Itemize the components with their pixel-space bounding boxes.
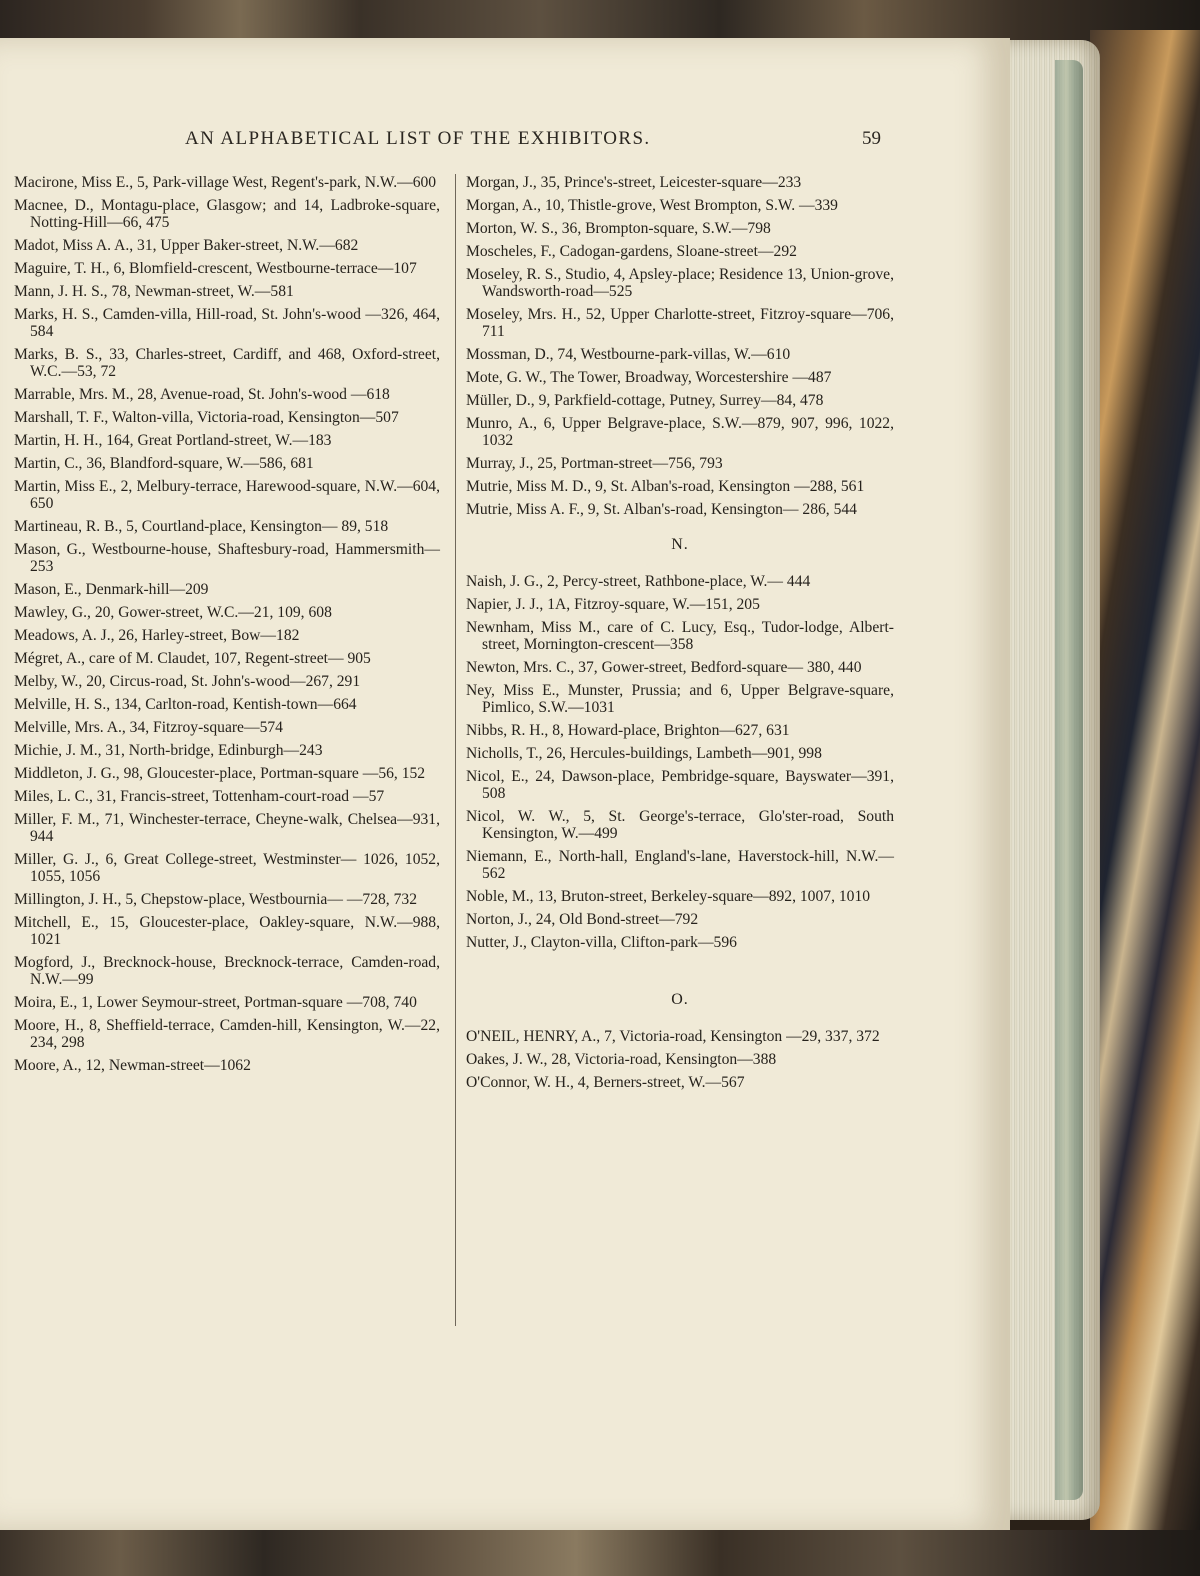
exhibitor-entry: Macnee, D., Montagu-place, Glasgow; and 14, Ladbroke-square, Notting-Hill—66, 475 xyxy=(14,197,440,231)
page-block-edges xyxy=(1000,40,1100,1520)
marbled-cover-board xyxy=(1090,30,1200,1540)
page-number: 59 xyxy=(862,128,881,149)
exhibitor-entry: Melville, Mrs. A., 34, Fitzroy-square—574 xyxy=(14,719,283,736)
exhibitor-entry: Mason, E., Denmark-hill—209 xyxy=(14,581,209,598)
exhibitor-entry: Müller, D., 9, Parkfield-cottage, Putney, Surrey—84, 478 xyxy=(466,392,824,409)
exhibitor-entry: Martin, H. H., 164, Great Portland-street, W.—183 xyxy=(14,432,332,449)
exhibitor-entry: Mason, G., Westbourne-house, Shaftesbury-road, Hammersmith—253 xyxy=(14,541,440,575)
exhibitor-entry: Oakes, J. W., 28, Victoria-road, Kensington—388 xyxy=(466,1051,777,1068)
exhibitor-entry: Martin, C., 36, Blandford-square, W.—586, 681 xyxy=(14,455,314,472)
exhibitor-entry: Mutrie, Miss A. F., 9, St. Alban's-road, Kensington— 286, 544 xyxy=(466,501,857,518)
exhibitor-entry: Nicol, E., 24, Dawson-place, Pembridge-square, Bayswater—391, 508 xyxy=(466,768,894,802)
left-column xyxy=(14,174,440,1080)
exhibitor-entry: Melby, W., 20, Circus-road, St. John's-wood—267, 291 xyxy=(14,673,361,690)
exhibitor-entry: Mutrie, Miss M. D., 9, St. Alban's-road, Kensington —288, 561 xyxy=(466,478,865,495)
exhibitor-entry: Marshall, T. F., Walton-villa, Victoria-road, Kensington—507 xyxy=(14,409,399,426)
exhibitor-entry: Napier, J. J., 1A, Fitzroy-square, W.—151, 205 xyxy=(466,596,760,613)
exhibitor-entry: Morgan, A., 10, Thistle-grove, West Brompton, S.W. —339 xyxy=(466,197,838,214)
exhibitor-entry: Morton, W. S., 36, Brompton-square, S.W.—798 xyxy=(466,220,771,237)
exhibitor-entry: Moseley, Mrs. H., 52, Upper Charlotte-street, Fitzroy-square—706, 711 xyxy=(466,306,894,340)
running-head: AN ALPHABETICAL LIST OF THE EXHIBITORS. xyxy=(185,128,651,149)
exhibitor-entry: Naish, J. G., 2, Percy-street, Rathbone-place, W.— 444 xyxy=(466,573,811,590)
entries-n xyxy=(466,573,894,951)
exhibitor-entry: Marks, H. S., Camden-villa, Hill-road, St. John's-wood —326, 464, 584 xyxy=(14,306,440,340)
exhibitor-entry: Noble, M., 13, Bruton-street, Berkeley-square—892, 1007, 1010 xyxy=(466,888,871,905)
exhibitor-entry: Meadows, A. J., 26, Harley-street, Bow—182 xyxy=(14,627,300,644)
exhibitor-entry: Marks, B. S., 33, Charles-street, Cardiff, and 468, Oxford-street, W.C.—53, 72 xyxy=(14,346,440,380)
exhibitor-entry: Nutter, J., Clayton-villa, Clifton-park—596 xyxy=(466,934,737,951)
exhibitor-entry: Moore, A., 12, Newman-street—1062 xyxy=(14,1057,251,1074)
exhibitor-entry: Nibbs, R. H., 8, Howard-place, Brighton—627, 631 xyxy=(466,722,790,739)
exhibitor-entry: Mawley, G., 20, Gower-street, W.C.—21, 109, 608 xyxy=(14,604,332,621)
exhibitor-entry: Madot, Miss A. A., 31, Upper Baker-street, N.W.—682 xyxy=(14,237,359,254)
exhibitor-entry: Mote, G. W., The Tower, Broadway, Worcestershire —487 xyxy=(466,369,832,386)
exhibitor-entry: Middleton, J. G., 98, Gloucester-place, Portman-square —56, 152 xyxy=(14,765,426,782)
exhibitor-entry: Miles, L. C., 31, Francis-street, Tottenham-court-road —57 xyxy=(14,788,385,805)
exhibitor-entry: Macirone, Miss E., 5, Park-village West, Regent's-park, N.W.—600 xyxy=(14,174,437,191)
exhibitor-entry: Miller, G. J., 6, Great College-street, Westminster— 1026, 1052, 1055, 1056 xyxy=(14,851,440,885)
column-divider xyxy=(455,174,456,1326)
page-edge-stain xyxy=(1055,60,1083,1500)
entries-o xyxy=(466,1028,894,1091)
exhibitor-entry: Norton, J., 24, Old Bond-street—792 xyxy=(466,911,699,928)
exhibitor-entry: Maguire, T. H., 6, Blomfield-crescent, Westbourne-terrace—107 xyxy=(14,260,417,277)
section-heading-n: N. xyxy=(671,536,689,553)
exhibitor-entry: Moseley, R. S., Studio, 4, Apsley-place; Residence 13, Union-grove, Wandsworth-road—525 xyxy=(466,266,894,300)
exhibitor-entry: Mann, J. H. S., 78, Newman-street, W.—581 xyxy=(14,283,294,300)
exhibitor-entry: Moscheles, F., Cadogan-gardens, Sloane-street—292 xyxy=(466,243,797,260)
exhibitor-entry: Moore, H., 8, Sheffield-terrace, Camden-hill, Kensington, W.—22, 234, 298 xyxy=(14,1017,440,1051)
exhibitor-entry: Martineau, R. B., 5, Courtland-place, Kensington— 89, 518 xyxy=(14,518,389,535)
exhibitor-entry: Newnham, Miss M., care of C. Lucy, Esq., Tudor-lodge, Albert-street, Mornington-crescent—358 xyxy=(466,619,894,653)
exhibitor-entry: Mitchell, E., 15, Gloucester-place, Oakley-square, N.W.—988, 1021 xyxy=(14,914,440,948)
exhibitor-entry: Moira, E., 1, Lower Seymour-street, Portman-square —708, 740 xyxy=(14,994,417,1011)
exhibitor-entry: Martin, Miss E., 2, Melbury-terrace, Harewood-square, N.W.—604, 650 xyxy=(14,478,440,512)
exhibitor-entry: Murray, J., 25, Portman-street—756, 793 xyxy=(466,455,723,472)
exhibitor-entry: Morgan, J., 35, Prince's-street, Leicester-square—233 xyxy=(466,174,802,191)
exhibitor-entry: O'NEIL, HENRY, A., 7, Victoria-road, Kensington —29, 337, 372 xyxy=(466,1028,880,1045)
exhibitor-entry: Michie, J. M., 31, North-bridge, Edinburgh—243 xyxy=(14,742,323,759)
exhibitor-entry: Millington, J. H., 5, Chepstow-place, Westbournia— —728, 732 xyxy=(14,891,417,908)
exhibitor-entry: Munro, A., 6, Upper Belgrave-place, S.W.—879, 907, 996, 1022, 1032 xyxy=(466,415,894,449)
section-heading-o: O. xyxy=(671,991,689,1008)
exhibitor-entry: Nicol, W. W., 5, St. George's-terrace, Glo'ster-road, South Kensington, W.—499 xyxy=(466,808,894,842)
exhibitor-entry: Marrable, Mrs. M., 28, Avenue-road, St. John's-wood —618 xyxy=(14,386,390,403)
marbled-edge-bottom xyxy=(0,1530,1200,1576)
book-page xyxy=(0,38,1010,1530)
exhibitor-entry: Nicholls, T., 26, Hercules-buildings, Lambeth—901, 998 xyxy=(466,745,822,762)
exhibitor-entry: Miller, F. M., 71, Winchester-terrace, Cheyne-walk, Chelsea—931, 944 xyxy=(14,811,440,845)
exhibitor-entry: Melville, H. S., 134, Carlton-road, Kentish-town—664 xyxy=(14,696,357,713)
right-column xyxy=(466,174,894,1097)
exhibitor-entry: Mossman, D., 74, Westbourne-park-villas, W.—610 xyxy=(466,346,791,363)
exhibitor-entry: Mogford, J., Brecknock-house, Brecknock-terrace, Camden-road, N.W.—99 xyxy=(14,954,440,988)
exhibitor-entry: Newton, Mrs. C., 37, Gower-street, Bedford-square— 380, 440 xyxy=(466,659,862,676)
exhibitor-entry: Ney, Miss E., Munster, Prussia; and 6, Upper Belgrave-square, Pimlico, S.W.—1031 xyxy=(466,682,894,716)
exhibitor-entry: Niemann, E., North-hall, England's-lane, Haverstock-hill, N.W.—562 xyxy=(466,848,894,882)
entries-m-continued xyxy=(466,174,894,518)
exhibitor-entry: O'Connor, W. H., 4, Berners-street, W.—567 xyxy=(466,1074,745,1091)
exhibitor-entry: Mégret, A., care of M. Claudet, 107, Regent-street— 905 xyxy=(14,650,371,667)
